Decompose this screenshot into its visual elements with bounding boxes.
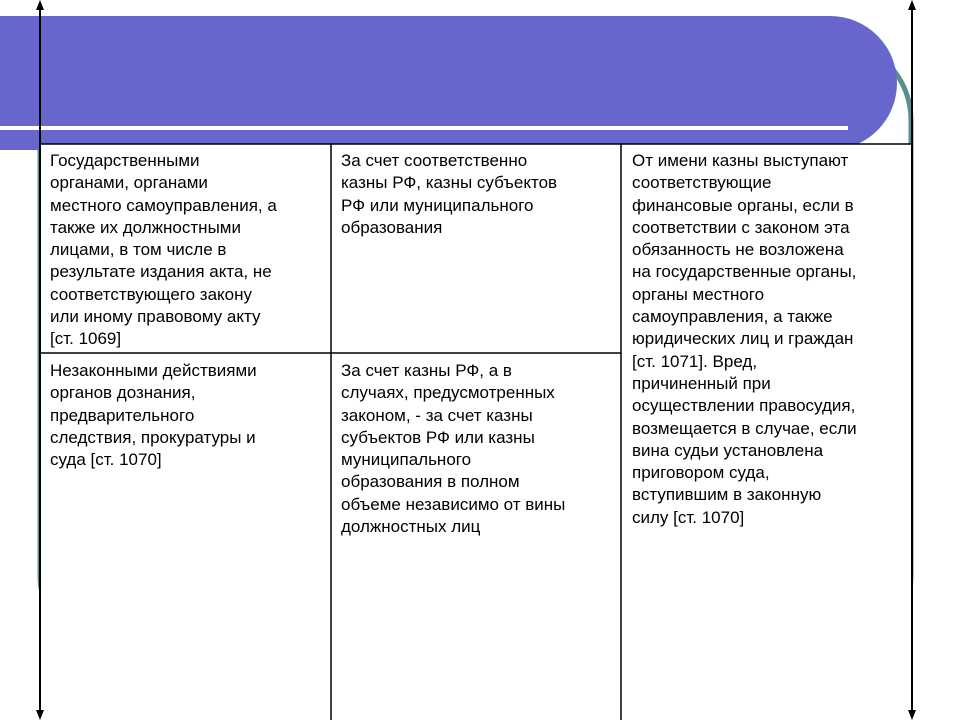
arrow-up-icon — [36, 0, 44, 10]
table-cell-merged-c3: От имени казны выступают соответствующие финансовые органы, если в соответствии с законом эта обязанность не возложена на государственные органы, органы местного самоуправления, а также юридических лиц и граждан [ст. 1071]. Вред, причиненный при осуществлении правосудия, возмещается в случае, если вина судьи установлена приговором суда, вступившим в законную силу [ст. 1070] — [632, 151, 857, 527]
table-cell-r2-c2: За счет казны РФ, а в случаях, предусмотренных законом, - за счет казны субъектов РФ или казны муниципального образования в полном объеме независимо от вины должностных лиц — [341, 361, 566, 537]
table-cell-r1-c2: За счет соответственно казны РФ, казны субъектов РФ или муниципального образования — [341, 151, 558, 237]
table-cell-r1-c1: Государственными органами, органами местного самоуправления, а также их должностными лицами, в том числе в результате издания акта, не соответствующего закону или иному правовому акту [ст. 1069] — [50, 151, 277, 349]
table-cell-r2-c1: Незаконными действиями органов дознания, предварительного следствия, прокуратуры и суда [ст. 1070] — [50, 361, 257, 470]
banner-stripe — [0, 126, 848, 130]
arrow-up-icon — [908, 0, 916, 10]
